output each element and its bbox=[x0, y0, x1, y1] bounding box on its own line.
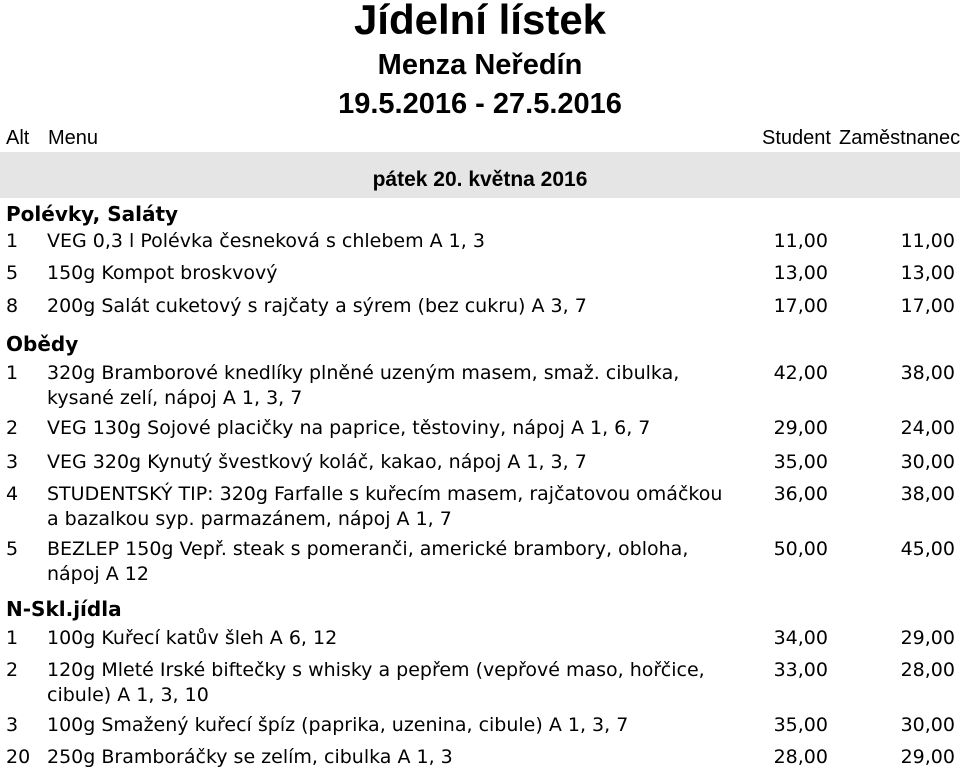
student-price: 33,00 bbox=[773, 659, 828, 681]
dish-description: VEG 130g Sojové placičky na paprice, těstoviny, nápoj A 1, 6, 7 bbox=[47, 417, 651, 439]
employee-price: 30,00 bbox=[900, 714, 955, 736]
column-employee: Zaměstnanec bbox=[839, 127, 960, 149]
student-price: 17,00 bbox=[773, 295, 828, 317]
employee-price: 11,00 bbox=[900, 230, 955, 252]
dish-description: VEG 320g Kynutý švestkový koláč, kakao, nápoj A 1, 3, 7 bbox=[47, 451, 587, 473]
date-range: 19.5.2016 - 27.5.2016 bbox=[338, 88, 622, 120]
column-menu: Menu bbox=[48, 127, 99, 149]
employee-price: 13,00 bbox=[900, 262, 955, 284]
page-title: Jídelní lístek bbox=[353, 0, 607, 43]
dish-description: 100g Smažený kuřecí špíz (paprika, uzenina, cibule) A 1, 3, 7 bbox=[47, 714, 629, 736]
column-student: Student bbox=[762, 127, 831, 149]
alt-number: 2 bbox=[6, 659, 19, 681]
student-price: 29,00 bbox=[773, 417, 828, 439]
dish-description: VEG 0,3 l Polévka česneková s chlebem A 1, 3 bbox=[47, 230, 485, 252]
student-price: 11,00 bbox=[773, 230, 828, 252]
student-price: 50,00 bbox=[773, 538, 828, 560]
student-price: 34,00 bbox=[773, 627, 828, 649]
column-alt: Alt bbox=[6, 127, 30, 149]
student-price: 28,00 bbox=[773, 746, 828, 768]
canteen-name: Menza Neředín bbox=[377, 49, 583, 81]
section-title-non-stock-meals: N-Skl.jídla bbox=[6, 597, 122, 621]
dish-description: 120g Mleté Irské biftečky s whisky a pepřem (vepřové maso, hořčice, cibule) A 1, 3, 10 bbox=[47, 659, 705, 706]
student-price: 36,00 bbox=[773, 483, 828, 505]
student-price: 13,00 bbox=[773, 262, 828, 284]
dish-description: 200g Salát cuketový s rajčaty a sýrem (bez cukru) A 3, 7 bbox=[47, 295, 587, 317]
dish-description: STUDENTSKÝ TIP: 320g Farfalle s kuřecím masem, rajčatovou omáčkou a bazalkou syp. parmazánem, nápoj A 1, 7 bbox=[47, 483, 723, 530]
section-title-soups-salads: Polévky, Saláty bbox=[6, 202, 179, 226]
employee-price: 29,00 bbox=[900, 746, 955, 768]
column-header bbox=[0, 124, 960, 152]
alt-number: 4 bbox=[6, 483, 19, 505]
employee-price: 29,00 bbox=[900, 627, 955, 649]
dish-description: BEZLEP 150g Vepř. steak s pomeranči, americké brambory, obloha, nápoj A 12 bbox=[47, 538, 689, 585]
dish-description: 150g Kompot broskvový bbox=[47, 262, 278, 284]
student-price: 42,00 bbox=[773, 362, 828, 384]
student-price: 35,00 bbox=[773, 451, 828, 473]
employee-price: 30,00 bbox=[900, 451, 955, 473]
employee-price: 28,00 bbox=[900, 659, 955, 681]
employee-price: 17,00 bbox=[900, 295, 955, 317]
alt-number: 3 bbox=[6, 451, 19, 473]
alt-number: 5 bbox=[6, 262, 19, 284]
employee-price: 38,00 bbox=[900, 483, 955, 505]
section-title-lunches: Obědy bbox=[6, 332, 79, 356]
alt-number: 1 bbox=[6, 627, 19, 649]
student-price: 35,00 bbox=[773, 714, 828, 736]
alt-number: 1 bbox=[6, 230, 19, 252]
employee-price: 45,00 bbox=[900, 538, 955, 560]
dish-description: 320g Bramborové knedlíky plněné uzeným masem, smaž. cibulka, kysané zelí, nápoj A 1, 3, 7 bbox=[47, 362, 680, 409]
employee-price: 24,00 bbox=[900, 417, 955, 439]
alt-number: 8 bbox=[6, 295, 19, 317]
alt-number: 2 bbox=[6, 417, 19, 439]
alt-number: 20 bbox=[6, 746, 31, 768]
alt-number: 3 bbox=[6, 714, 19, 736]
day-label: pátek 20. května 2016 bbox=[372, 168, 588, 191]
employee-price: 38,00 bbox=[900, 362, 955, 384]
alt-number: 5 bbox=[6, 538, 19, 560]
dish-description: 250g Bramboráčky se zelím, cibulka A 1, 3 bbox=[47, 746, 453, 768]
dish-description: 100g Kuřecí katův šleh A 6, 12 bbox=[47, 627, 338, 649]
alt-number: 1 bbox=[6, 362, 19, 384]
